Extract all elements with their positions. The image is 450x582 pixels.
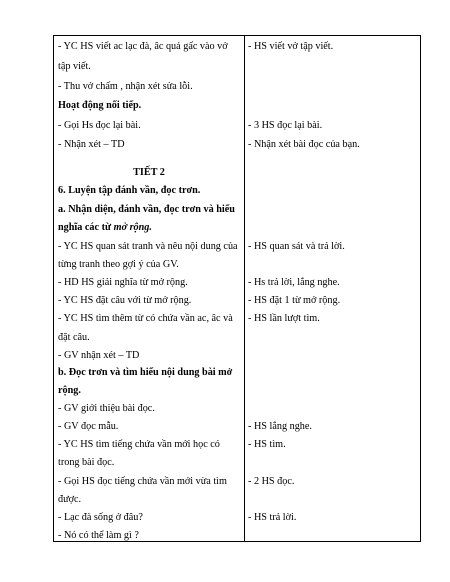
teacher-line: trong bài đọc. [58, 457, 115, 468]
teacher-line: - YC HS đặt câu với từ mở rộng. [58, 295, 192, 306]
lesson-table [53, 35, 421, 542]
section-heading: Hoạt động nối tiếp. [58, 100, 142, 111]
teacher-line: được. [58, 494, 82, 505]
teacher-line: - YC HS quan sát tranh và nêu nội dung của [58, 241, 238, 252]
student-line: - HS trả lời. [248, 512, 297, 523]
teacher-line: - YC HS tìm thêm từ có chứa vần ac, âc và [58, 313, 233, 324]
student-line: - Nhận xét bài đọc của bạn. [248, 139, 360, 150]
teacher-line: từng tranh theo gợi ý của GV. [58, 259, 179, 270]
teacher-line: - GV đọc mẫu. [58, 421, 119, 432]
column-divider [244, 36, 245, 541]
teacher-line: tập viết. [58, 61, 91, 72]
teacher-line: - HD HS giải nghĩa từ mở rộng. [58, 277, 188, 288]
teacher-line: - Lạc đà sống ở đâu? [58, 512, 143, 523]
section-heading: 6. Luyện tập đánh vần, đọc trơn. [58, 185, 201, 196]
student-line: - HS viết vở tập viết. [248, 41, 334, 52]
teacher-line: - GV nhận xét – TD [58, 350, 140, 361]
student-line: - HS đặt 1 từ mở rộng. [248, 295, 341, 306]
teacher-line: - Nhận xét – TD [58, 139, 125, 150]
period-heading: TIẾT 2 [133, 167, 165, 178]
teacher-line: - YC HS viết ac lạc đà, âc quả gấc vào vở [58, 41, 228, 52]
teacher-line: - GV giới thiệu bài đọc. [58, 403, 155, 414]
teacher-line: - Gọi Hs đọc lại bài. [58, 120, 141, 131]
teacher-line: - YC HS tìm tiếng chứa vần mới học có [58, 439, 220, 450]
subsection-heading: a. Nhận diện, đánh vần, đọc trơn và hiểu [58, 204, 235, 215]
student-line: - HS lần lượt tìm. [248, 313, 320, 324]
subsection-heading: b. Đọc trơn và tìm hiểu nội dung bài mở [58, 367, 233, 378]
subsection-heading: rộng. [58, 385, 81, 396]
teacher-line: - Thu vở chấm , nhận xét sửa lỗi. [58, 81, 193, 92]
student-line: - Hs trả lời, lắng nghe. [248, 277, 340, 288]
student-line: - 3 HS đọc lại bài. [248, 120, 323, 131]
student-line: - 2 HS đọc. [248, 476, 295, 487]
student-line: - HS lắng nghe. [248, 421, 312, 432]
student-line: - HS quan sát và trả lời. [248, 241, 345, 252]
student-line: - HS tìm. [248, 439, 286, 450]
teacher-line: - Nó có thể làm gì ? [58, 530, 139, 541]
subsection-heading-italic: mở rộng. [113, 222, 152, 233]
subsection-heading-cont [58, 222, 152, 234]
teacher-line: - Gọi HS đọc tiếng chứa vần mới vừa tìm [58, 476, 227, 487]
subsection-heading-text: nghĩa các từ [58, 222, 114, 233]
teacher-line: đặt câu. [58, 332, 90, 343]
